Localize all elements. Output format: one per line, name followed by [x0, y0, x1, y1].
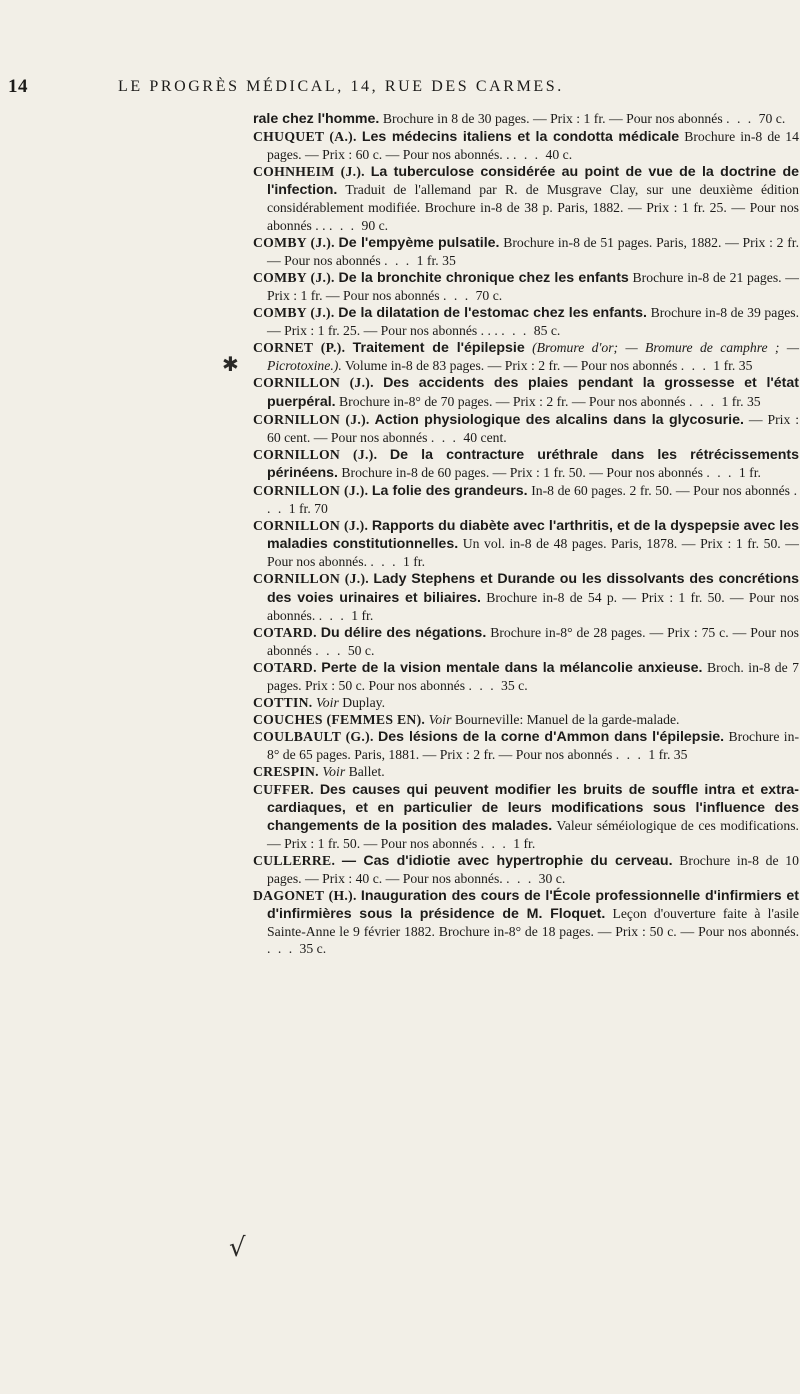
catalogue-entry	[253, 128, 799, 163]
entry-title: — Cas d'idiotie avec hypertrophie du cerveau.	[341, 852, 673, 869]
catalogue-entry	[253, 728, 799, 763]
entry-title: La folie des grandeurs.	[371, 482, 528, 499]
entry-title: Traitement de l'épilepsie	[352, 340, 525, 357]
entry-price: 35 c.	[299, 941, 327, 957]
catalogue-entry	[253, 763, 799, 780]
entry-title: Des lésions de la corne d'Ammon dans l'épilepsie.	[378, 729, 725, 746]
entry-title: rale chez l'homme.	[253, 111, 380, 127]
entry-description: Bourneville: Manuel de la garde-malade.	[454, 712, 680, 728]
entry-title: De la contracture uréthrale dans les rétrécissements périnéens.	[267, 446, 799, 481]
entry-author: CHUQUET (A.).	[253, 129, 357, 145]
catalogue-entry	[253, 711, 799, 728]
entry-title: Les médecins italiens et la condotta médicale	[361, 129, 680, 146]
dot-leader: . . .	[315, 642, 348, 658]
entry-title: Du délire des négations.	[320, 624, 487, 641]
entry-description: Brochure in-8° de 65 pages. Paris, 1881. — Prix : 2 fr. — Pour nos abonnés	[267, 729, 800, 763]
entry-italic-note: Voir	[315, 695, 339, 711]
catalogue-entry	[253, 110, 799, 128]
catalogue-entry	[253, 234, 799, 269]
entry-title: Des causes qui peuvent modifier les bruits de souffle intra et extra-cardiaques, et en particulier de leurs modifications sous l'influence des changements de la position des malades.	[267, 781, 800, 834]
dot-leader: . . .	[430, 429, 464, 445]
catalogue-entry	[253, 411, 799, 446]
entry-description: Brochure in-8° de 28 pages. — Prix : 75 c. — Pour nos abonnés	[267, 624, 800, 658]
entry-title: Action physiologique des alcalins dans la glycosurie.	[374, 411, 744, 428]
catalogue-entry	[253, 852, 799, 887]
dot-leader: . . .	[370, 554, 403, 570]
entry-author: CORNET (P.).	[253, 340, 346, 356]
catalogue-entries	[0, 110, 800, 958]
entry-author: CULLERRE.	[253, 852, 336, 868]
entry-title: Des accidents des plaies pendant la grossesse et l'état puerpéral.	[267, 375, 800, 410]
entry-price: 1 fr.	[402, 554, 426, 570]
dot-leader: . . .	[468, 678, 502, 693]
entry-description: Volume in-8 de 83 pages. — Prix : 2 fr. — Pour nos abonnés	[344, 358, 678, 374]
entry-author: CORNILLON (J.).	[253, 446, 378, 462]
entry-author: CORNILLON (J.).	[253, 482, 369, 498]
entry-price: 35 c.	[501, 678, 528, 693]
entry-description: Brochure in-8 de 54 p. — Prix : 1 fr. 50. — Pour nos abonnés.	[267, 589, 800, 623]
entry-price: 1 fr. 70	[288, 501, 328, 517]
entry-author: CUFFER.	[253, 781, 315, 797]
catalogue-entry	[253, 781, 799, 852]
catalogue-entry	[253, 517, 799, 570]
entry-description: Duplay.	[342, 695, 386, 711]
entry-author: COUCHES (FEMMES EN).	[253, 712, 426, 728]
dot-leader: . . .	[384, 252, 417, 268]
catalogue-entry	[253, 624, 799, 659]
entry-price: 1 fr. 35	[416, 252, 456, 268]
dot-leader: . . .	[267, 941, 300, 957]
dot-leader: . . .	[688, 393, 722, 409]
entry-author: CRESPIN.	[253, 764, 319, 780]
entry-author: COTTIN.	[253, 695, 313, 711]
dot-leader: . . .	[328, 217, 362, 233]
catalogue-entry	[253, 482, 799, 517]
entry-price: 1 fr. 35	[713, 358, 753, 374]
entry-author: CORNILLON (J.).	[253, 518, 369, 534]
entry-description: Un vol. in-8 de 48 pages. Paris, 1878. — Prix : 1 fr. 50. — Pour nos abonnés.	[267, 536, 799, 570]
dot-leader: . . .	[512, 147, 546, 163]
entry-author: COULBAULT (G.).	[253, 729, 374, 745]
catalogue-entry	[253, 570, 799, 623]
entry-description: Broch. in-8 de 7 pages. Prix : 50 c. Pour nos abonnés	[267, 659, 799, 693]
entry-italic-note: Voir	[322, 764, 346, 780]
entry-author: COMBY (J.).	[253, 305, 335, 321]
entry-price: 1 fr. 35	[721, 393, 761, 409]
entry-price: 50 c.	[347, 642, 375, 658]
entry-description: Brochure in-8° de 70 pages. — Prix : 2 fr. — Pour nos abonnés	[339, 393, 686, 409]
entry-author: COMBY (J.).	[253, 234, 335, 250]
entry-author: CORNILLON (J.).	[253, 571, 370, 587]
entry-description: Brochure in 8 de 30 pages. — Prix : 1 fr. — Pour nos abonnés	[382, 111, 723, 126]
dot-leader: . . .	[706, 464, 739, 480]
entry-author: COHNHEIM (J.).	[253, 164, 365, 180]
dot-leader: . . .	[501, 323, 534, 339]
entry-price: 40 cent.	[463, 429, 507, 445]
entry-price: 30 c.	[538, 871, 566, 887]
entry-description: Leçon d'ouverture faite à l'asile Sainte-Anne le 9 février 1882. Brochure in-8° de 18 pages. — Prix : 50 c. — Pour nos abonnés.	[267, 906, 800, 940]
entry-description: Traduit de l'allemand par R. de Musgrave Clay, sur une deuxième édition considérablement modifiée. Brochure in-8 de 38 p. Paris, 1882. — Prix : 1 fr. 25. — Pour nos abonnés . .	[267, 182, 799, 233]
page-header	[0, 76, 800, 100]
entry-price: 1 fr.	[513, 835, 536, 851]
dot-leader: . . .	[680, 358, 714, 374]
entry-price: 85 c.	[533, 323, 561, 339]
entry-description: — Prix : 60 cent. — Pour nos abonnés	[267, 411, 800, 445]
check-mark-icon: √	[229, 1233, 246, 1263]
catalogue-entry	[253, 163, 799, 233]
entry-italic-note: Voir	[428, 712, 452, 728]
entry-price: 90 c.	[361, 217, 389, 233]
asterisk-mark-icon: ✱	[222, 352, 239, 376]
entry-description: Brochure in-8 de 14 pages. — Prix : 60 c. — Pour nos abonnés. .	[267, 129, 799, 163]
dot-leader: . . .	[318, 607, 352, 623]
entry-price: 1 fr.	[738, 464, 761, 480]
entry-description: Brochure in-8 de 60 pages. — Prix : 1 fr. 50. — Pour nos abonnés	[341, 464, 703, 480]
entry-title: Inauguration des cours de l'École professionnelle d'infirmiers et d'infirmières sous la présidence de M. Floquet.	[267, 888, 799, 923]
catalogue-entry	[253, 887, 799, 957]
entry-title: De l'empyème pulsatile.	[338, 234, 500, 251]
entry-price: 70 c.	[758, 111, 786, 126]
entry-price: 1 fr. 35	[648, 747, 688, 763]
entry-price: 1 fr.	[351, 607, 374, 623]
entry-description: Brochure in-8 de 51 pages. Paris, 1882. — Prix : 2 fr. — Pour nos abonnés	[267, 234, 800, 268]
entry-author: DAGONET (H.).	[253, 888, 357, 904]
dot-leader: . . .	[480, 835, 514, 851]
entry-title: De la dilatation de l'estomac chez les enfants.	[338, 305, 647, 322]
entry-title: Lady Stephens et Durande ou les dissolvants des concrétions des voies urinaires et biliaires.	[267, 571, 799, 606]
catalogue-entry	[253, 446, 799, 482]
entry-title: De la bronchite chronique chez les enfants	[338, 269, 629, 286]
page-number: 14	[8, 76, 28, 97]
entry-description: In-8 de 60 pages. 2 fr. 50. — Pour nos abonnés	[531, 482, 791, 498]
entry-title: Perte de la vision mentale dans la mélancolie anxieuse.	[321, 659, 703, 676]
catalogue-entry	[253, 694, 799, 711]
dot-leader: . . .	[506, 871, 539, 887]
catalogue-entry	[253, 339, 799, 374]
catalogue-entry	[253, 304, 799, 339]
entry-author: COTARD.	[253, 624, 317, 640]
entry-title: Rapports du diabète avec l'arthritis, et de la dyspepsie avec les maladies constitutionnelles.	[267, 518, 799, 553]
entry-price: 40 c.	[545, 147, 573, 163]
catalogue-entry	[253, 659, 799, 694]
dot-leader: . . .	[615, 747, 649, 763]
running-title: LE PROGRÈS MÉDICAL, 14, RUE DES CARMES.	[118, 78, 564, 95]
catalogue-entry	[253, 269, 799, 304]
dot-leader: . . .	[267, 482, 800, 517]
entry-price: 70 c.	[475, 287, 503, 303]
catalogue-entry	[253, 374, 799, 410]
entry-author: COTARD.	[253, 659, 317, 675]
entry-italic-note: (Bromure d'or; — Bromure de camphre ; — Picrotoxine.).	[267, 340, 799, 374]
dot-leader: . . .	[726, 111, 759, 126]
entry-description: Valeur séméiologique de ces modifications. — Prix : 1 fr. 50. — Pour nos abonnés	[267, 817, 799, 851]
entry-author: CORNILLON (J.).	[253, 375, 374, 391]
entry-description: Ballet.	[348, 764, 385, 780]
entry-description: Brochure in-8 de 21 pages. — Prix : 1 fr. — Pour nos abonnés	[267, 269, 799, 303]
entry-title: La tuberculose considérée au point de vue de la doctrine de l'infection.	[267, 164, 800, 199]
entry-description: Brochure in-8 de 39 pages. — Prix : 1 fr. 25. — Pour nos abonnés . . .	[267, 305, 800, 339]
dot-leader: . . .	[443, 287, 476, 303]
entry-author: COMBY (J.).	[253, 269, 335, 285]
entry-description: Brochure in-8 de 10 pages. — Prix : 40 c. — Pour nos abonnés.	[267, 852, 799, 887]
entry-author: CORNILLON (J.).	[253, 411, 370, 427]
